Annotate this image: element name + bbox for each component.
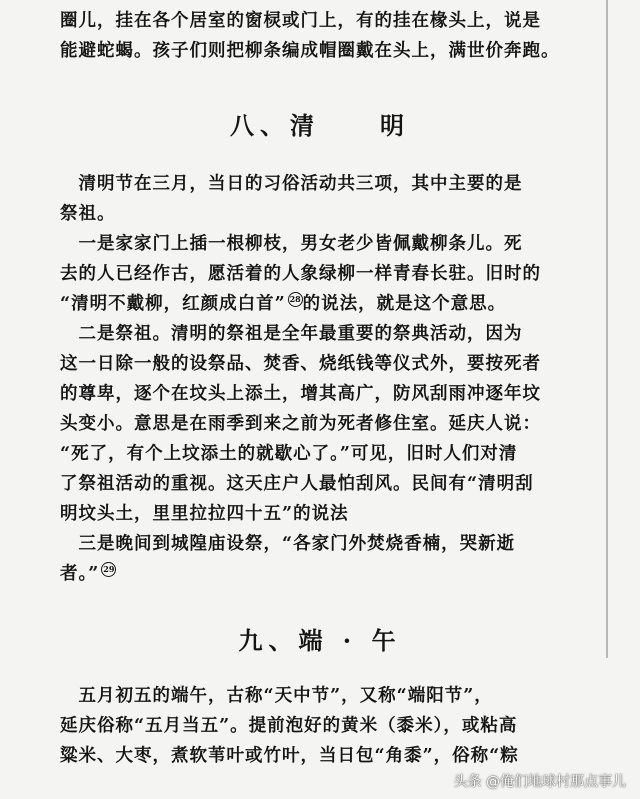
paragraph-line: 一是家家门上插一根柳枝，男女老少皆佩戴柳条儿。死 bbox=[60, 234, 523, 254]
paragraph-line: 的尊卑，逐个在坟头上添土，增其高广，防风刮雨冲逐年坟 bbox=[60, 384, 541, 404]
quote-tail: 的说法，就是这个意思。 bbox=[302, 294, 507, 314]
paragraph-line: 明坟头土，里里拉拉四十五”的说法 bbox=[60, 504, 349, 524]
paragraph-line: 圈儿，挂在各个居室的窗棂或门上，有的挂在椽头上，说是 bbox=[60, 11, 541, 31]
page-edge-line bbox=[606, 0, 608, 658]
paragraph-line bbox=[60, 289, 580, 319]
paragraph-line: 了祭祖活动的重视。这天庄户人最怕刮风。民间有“清明刮 bbox=[60, 474, 534, 494]
paragraph-line: 清明节在三月，当日的习俗活动共三项，其中主要的是 bbox=[60, 174, 523, 194]
paragraph-line: 去的人已经作古，愿活着的人象绿柳一样青春长驻。旧时的 bbox=[60, 264, 541, 284]
section-title-duanwu: 九、端 · 午 bbox=[238, 626, 402, 655]
paragraph-line: 头变小。意思是在雨季到来之前为死者修住室。延庆人说： bbox=[60, 414, 541, 434]
footnote-marker: 28 bbox=[288, 292, 303, 307]
paragraph-line: 三是晚间到城隍庙设祭，“各家门外焚烧香楠，哭新逝 bbox=[60, 534, 516, 554]
paragraph-line: 延庆俗称“五月当五”。提前泡好的黄米（黍米），或粘高 bbox=[60, 716, 518, 736]
paragraph-line: 这一日除一般的设祭品、焚香、烧纸钱等仪式外，要按死者 bbox=[60, 354, 541, 374]
quote-text: “清明不戴柳，红颜成白首” bbox=[60, 294, 286, 314]
paragraph-line: “死了，有个上坟添土的就歇心了。”可见，旧时人们对清 bbox=[60, 444, 518, 464]
paragraph-line: 粱米、大枣，煮软苇叶或竹叶，当日包“角黍”，俗称“粽 bbox=[60, 746, 519, 766]
paragraph-line: 五月初五的端午，古称“天中节”，又称“端阳节”， bbox=[60, 686, 493, 706]
paragraph-line: 二是祭祖。清明的祭祖是全年最重要的祭典活动，因为 bbox=[60, 324, 523, 344]
paragraph-line: 能避蛇蝎。孩子们则把柳条编成帽圈戴在头上，满世价奔跑。 bbox=[60, 41, 560, 61]
paragraph-line bbox=[60, 559, 580, 589]
paragraph-line: 祭祖。 bbox=[60, 204, 116, 224]
watermark: 头条 @俺们地球村那点事儿 bbox=[453, 774, 626, 790]
footnote-marker: 29 bbox=[101, 562, 116, 577]
line-text: 者。” bbox=[60, 564, 100, 584]
section-title-qingming: 八、清 明 bbox=[230, 111, 410, 140]
